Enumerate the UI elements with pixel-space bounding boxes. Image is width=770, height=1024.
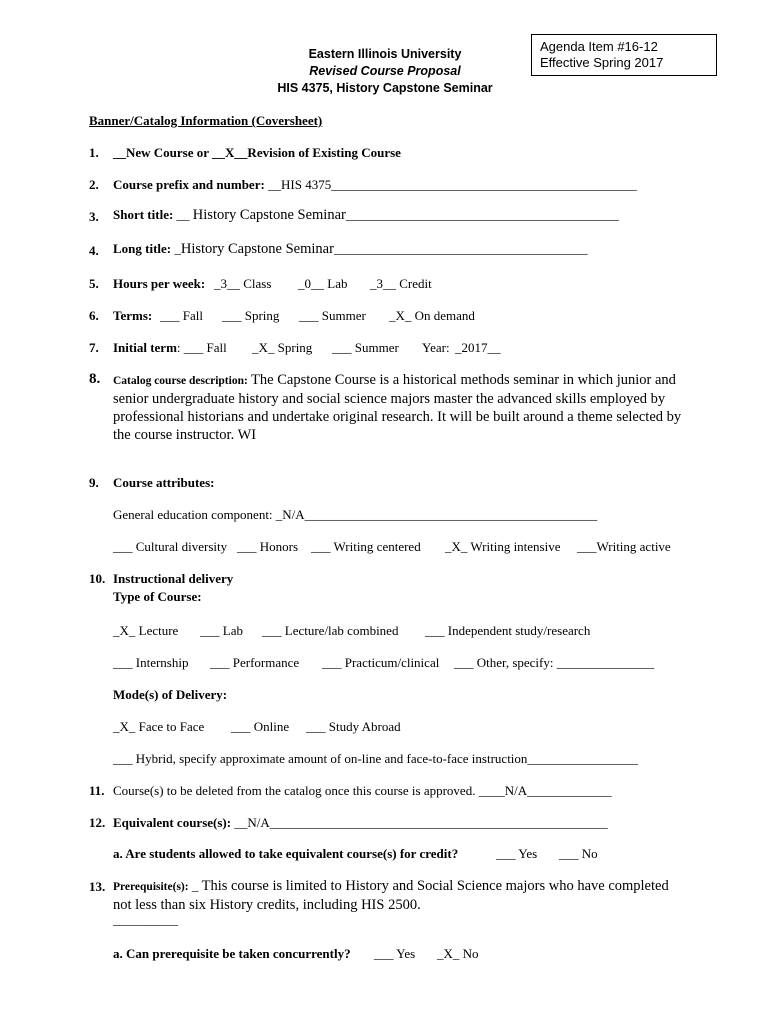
hours-lab: _0__ Lab (298, 276, 348, 291)
attr-cultural-diversity: ___ Cultural diversity (113, 539, 228, 554)
type-performance: ___ Performance (210, 655, 300, 670)
course-prefix-value: __HIS 4375_______________________________________________ (268, 177, 637, 192)
item-number: 9. (89, 475, 99, 490)
initial-term-summer: ___ Summer (332, 340, 399, 355)
initial-term-year-label: Year: (422, 340, 450, 355)
type-practicum: ___ Practicum/clinical (322, 655, 440, 670)
catalog-description (113, 371, 683, 444)
catalog-description-text: The Capstone Course is a historical methods seminar in which junior and senior undergraduate history and social science majors master the advanced skills employed by professional historians and undertake original research. It will be built around a theme selected by the course instructor. WI (113, 372, 682, 443)
short-title-pre: __ (176, 207, 190, 222)
course-heading: HIS 4375, History Capstone Seminar (277, 81, 493, 95)
section-title: Banner/Catalog Information (Coversheet) (89, 113, 323, 128)
agenda-box (531, 34, 717, 76)
course-prefix-label: Course prefix and number: (113, 177, 265, 192)
item-number: 3. (89, 209, 99, 224)
course-status: __New Course or __X__Revision of Existing Course (113, 145, 401, 160)
attr-writing-centered: ___ Writing centered (311, 539, 421, 554)
initial-term-fall: : ___ Fall (176, 340, 227, 355)
hours-label: Hours per week: (113, 276, 206, 291)
mode-study-abroad: ___ Study Abroad (306, 719, 401, 734)
hours-class: _3__ Class (214, 276, 272, 291)
prerequisite-concurrent-no: _X_ No (437, 946, 479, 961)
terms-label: Terms: (113, 308, 153, 323)
item-number: 6. (89, 308, 99, 323)
mode-online: ___ Online (231, 719, 290, 734)
course-type-label: Type of Course: (113, 589, 202, 604)
prerequisites-label: Prerequisite(s): (113, 881, 189, 893)
prerequisite-concurrent-yes: ___ Yes (374, 946, 416, 961)
initial-term-row (113, 340, 227, 356)
item-number: 10. (89, 571, 106, 586)
mode-face-to-face: _X_ Face to Face (113, 719, 205, 734)
university-name: Eastern Illinois University (308, 47, 462, 61)
term-on-demand: _X_ On demand (389, 308, 475, 323)
equivalent-credit-question: a. Are students allowed to take equivalent course(s) for credit? (113, 846, 459, 861)
equivalent-credit-yes: ___ Yes (496, 846, 538, 861)
equivalent-courses-row (113, 815, 608, 831)
document-header (260, 46, 510, 97)
long-title-pre: _ (174, 241, 181, 256)
prerequisites-pre: _ (191, 878, 199, 893)
long-title-post: _______________________________________ (333, 241, 588, 256)
prerequisites-rule: __________ (113, 912, 178, 927)
agenda-effective-term: Effective Spring 2017 (540, 55, 664, 70)
type-independent-study: ___ Independent study/research (425, 623, 591, 638)
equivalent-courses-label: Equivalent course(s): (113, 815, 232, 830)
item-number: 11. (89, 783, 105, 798)
short-title-value: History Capstone Seminar (192, 207, 346, 223)
agenda-item-number: Agenda Item #16-12 (540, 39, 658, 54)
long-title-label: Long title: (113, 241, 172, 256)
initial-term-label: Initial term (113, 340, 177, 355)
type-lecture: _X_ Lecture (113, 623, 179, 638)
long-title-value: History Capstone Seminar (180, 241, 334, 257)
course-prefix-row (113, 177, 637, 193)
term-spring: ___ Spring (222, 308, 280, 323)
item-number: 7. (89, 340, 99, 355)
short-title-label: Short title: (113, 207, 174, 222)
mode-hybrid: ___ Hybrid, specify approximate amount of on-line and face-to-face instruction_________________ (113, 751, 638, 766)
type-internship: ___ Internship (113, 655, 189, 670)
prerequisites (113, 877, 683, 914)
prerequisites-text: This course is limited to History and Social Science majors who have completed not less than six History credits, including HIS 2500. (113, 878, 669, 913)
term-fall: ___ Fall (160, 308, 203, 323)
long-title-row (113, 241, 587, 258)
item-number: 1. (89, 145, 99, 160)
initial-term-spring: _X_ Spring (252, 340, 313, 355)
item-number: 12. (89, 815, 106, 830)
attr-honors: ___ Honors (237, 539, 299, 554)
short-title-post: __________________________________________ (345, 207, 619, 222)
term-summer: ___ Summer (299, 308, 366, 323)
gen-ed-component: General education component: _N/A_____________________________________________ (113, 507, 598, 522)
item-number: 5. (89, 276, 99, 291)
course-attributes-label: Course attributes: (113, 475, 215, 490)
type-lecture-lab: ___ Lecture/lab combined (262, 623, 399, 638)
initial-term-year: _2017__ (455, 340, 501, 355)
type-other: ___ Other, specify: _______________ (454, 655, 655, 670)
item-number: 8. (89, 371, 101, 387)
item-number: 4. (89, 243, 99, 258)
type-lab: ___ Lab (200, 623, 243, 638)
short-title-row (113, 207, 619, 224)
attr-writing-active: ___Writing active (577, 539, 671, 554)
equivalent-courses-value: __N/A____________________________________________________ (234, 815, 608, 830)
proposal-type: Revised Course Proposal (309, 64, 461, 78)
item-number: 2. (89, 177, 99, 192)
catalog-description-label: Catalog course description: (113, 375, 248, 387)
item-number: 13. (89, 879, 106, 894)
equivalent-credit-no: ___ No (559, 846, 598, 861)
prerequisite-concurrent-question: a. Can prerequisite be taken concurrently? (113, 946, 351, 961)
hours-credit: _3__ Credit (370, 276, 432, 291)
delivery-mode-label: Mode(s) of Delivery: (113, 687, 228, 702)
courses-deleted: Course(s) to be deleted from the catalog once this course is approved. ____N/A_____________ (113, 783, 612, 798)
attr-writing-intensive: _X_ Writing intensive (445, 539, 561, 554)
instructional-delivery-label: Instructional delivery (113, 571, 234, 586)
